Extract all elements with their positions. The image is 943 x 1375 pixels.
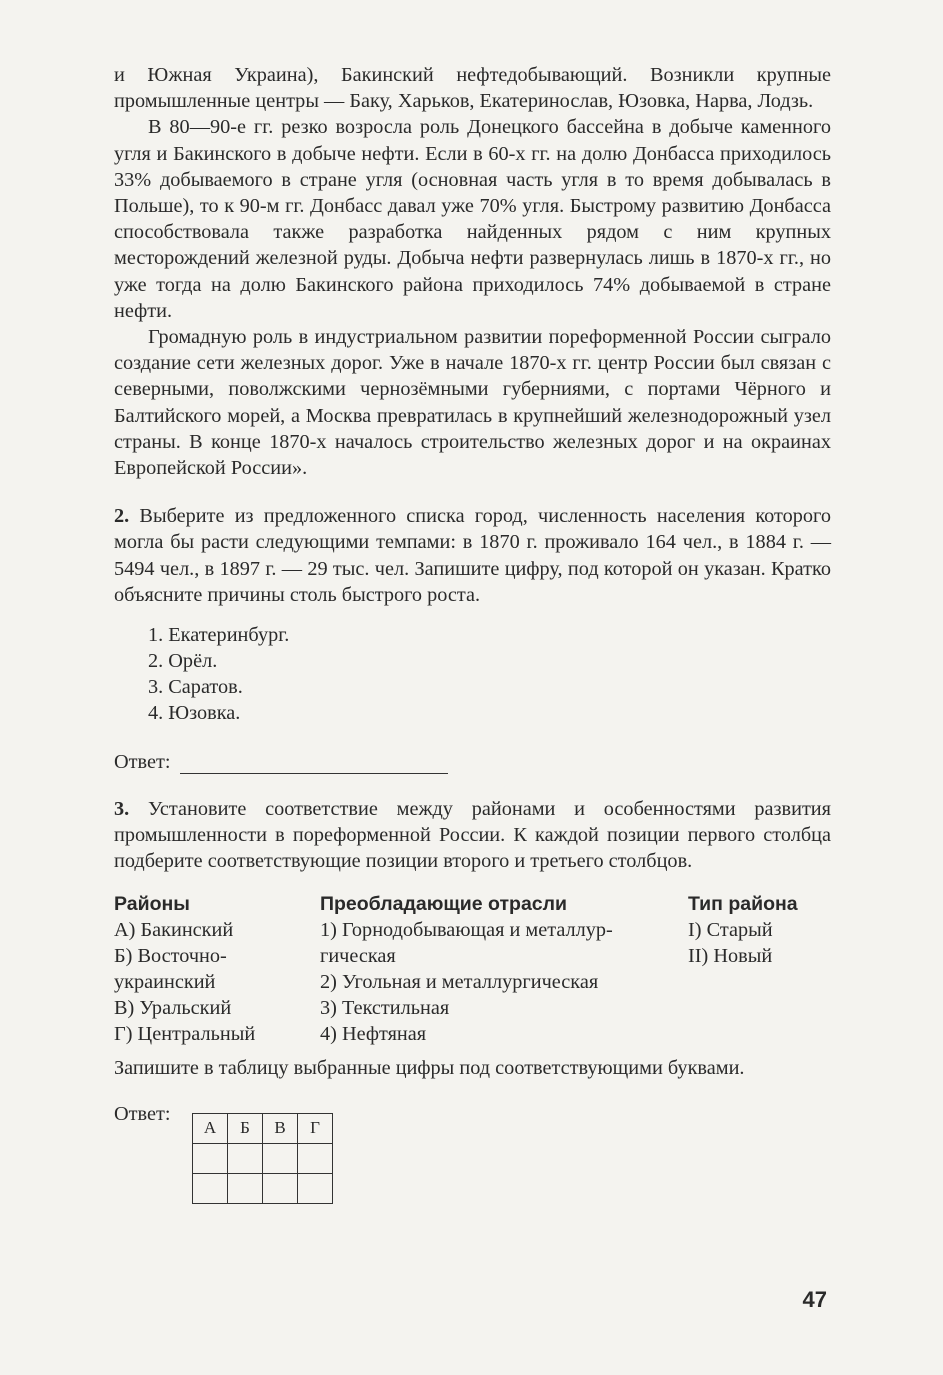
task-2-text: Выберите из предложенного списка город, численность населения которого могла бы расти следующими темпами: в 1870 г. проживало 164 чел., в 1884 г. — 5494 чел., в 1897 г. — 29 тыс. чел. Запишите цифру, под которой он указан. Кратко объясните причины столь быстрого роста. xyxy=(114,505,831,606)
industry-2: 2) Угольная и металлургическая xyxy=(320,970,599,993)
task-3-answer-label: Ответ: xyxy=(114,1102,171,1125)
industry-4: 4) Нефтяная xyxy=(320,1022,427,1045)
region-b-cont: украинский xyxy=(114,970,216,993)
page-content xyxy=(114,62,831,1203)
answer-header-b: Б xyxy=(228,1113,263,1143)
answer-cell-a-1[interactable] xyxy=(193,1143,228,1173)
task-2-number: 2. xyxy=(114,505,130,528)
region-g: Г) Центральный xyxy=(114,1022,256,1045)
industry-1-cont: гическая xyxy=(320,944,396,967)
paragraph-2: В 80—90-е гг. резко возросла роль Донецкого бассейна в добыче каменного угля и Бакинского в добыче нефти. Если в 60-х гг. на долю Донбасса приходилось 33% добываемого в стране угля (основная часть угля в то время добывалась в Польше), то к 90-м гг. Донбасс давал уже 70% угля. Быстрому развитию Донбасса способствовала также разработка найденных рядом с ним крупных месторождений железной руды. Добыча нефти развернулась лишь в 1870-х гг., но уже тогда на долю Бакинского района приходилось 74% добываемой в стране нефти. xyxy=(114,116,831,322)
task-2 xyxy=(114,503,831,608)
answer-cell-g-1[interactable] xyxy=(298,1143,333,1173)
region-v: В) Уральский xyxy=(114,996,232,1019)
option-2[interactable]: 2. Орёл. xyxy=(148,650,218,673)
answer-cell-v-1[interactable] xyxy=(263,1143,298,1173)
region-b: Б) Восточно- xyxy=(114,944,227,967)
answer-cell-v-2[interactable] xyxy=(263,1173,298,1203)
column-type-header: Тип района xyxy=(688,892,798,915)
region-a: А) Бакинский xyxy=(114,918,234,941)
industry-1: 1) Горнодобывающая и металлур- xyxy=(320,918,613,941)
paragraph-1: и Южная Украина), Бакинский нефтедобывающий. Возникли крупные промышленные центры — Баку, Харьков, Екатеринослав, Юзовка, Нарва, Лодзь. xyxy=(114,64,831,113)
column-industries xyxy=(320,891,670,1047)
industry-3: 3) Текстильная xyxy=(320,996,450,1019)
task-3-number: 3. xyxy=(114,798,130,821)
answer-header-v: В xyxy=(263,1113,298,1143)
paragraph-3: Громадную роль в индустриальном развитии пореформенной России сыграло создание сети железных дорог. Уже в начале 1870-х гг. центр России был связан с северными, поволжскими чернозёмными губерниями, с портами Чёрного и Балтийского морей, а Москва превратилась в крупнейший железнодорожный узел страны. В конце 1870-х началось строительство железных дорог и на окраинах Европейской России». xyxy=(114,326,831,480)
answer-header-g: Г xyxy=(298,1113,333,1143)
task-3-answer xyxy=(114,1103,831,1203)
answer-cell-a-2[interactable] xyxy=(193,1173,228,1203)
answer-table xyxy=(192,1113,333,1204)
type-old: I) Старый xyxy=(688,918,773,941)
task-3-text: Установите соответствие между районами и особенностями развития промышленности в пореформенной России. К каждой позиции первого столбца подберите соответствующие позиции второго и третьего столбцов. xyxy=(114,798,831,873)
task-3-instruction: Запишите в таблицу выбранные цифры под соответствующими буквами. xyxy=(114,1056,745,1079)
answer-cell-b-1[interactable] xyxy=(228,1143,263,1173)
task-2-answer xyxy=(114,746,831,774)
option-1[interactable]: 1. Екатеринбург. xyxy=(148,624,290,647)
answer-header-a: А xyxy=(193,1113,228,1143)
task-2-options xyxy=(114,622,831,726)
task-3 xyxy=(114,796,831,875)
column-type xyxy=(688,891,838,969)
answer-cell-g-2[interactable] xyxy=(298,1173,333,1203)
task-2-answer-label: Ответ: xyxy=(114,751,171,774)
column-regions-header: Районы xyxy=(114,892,190,915)
type-new: II) Новый xyxy=(688,944,773,967)
column-regions xyxy=(114,891,314,1047)
page-number: 47 xyxy=(802,1287,827,1312)
option-4[interactable]: 4. Юзовка. xyxy=(148,702,241,725)
option-3[interactable]: 3. Саратов. xyxy=(148,676,243,699)
matching-columns xyxy=(114,891,831,1045)
answer-cell-b-2[interactable] xyxy=(228,1173,263,1203)
task-2-answer-field[interactable] xyxy=(180,753,448,774)
column-industries-header: Преобладающие отрасли xyxy=(320,892,568,915)
